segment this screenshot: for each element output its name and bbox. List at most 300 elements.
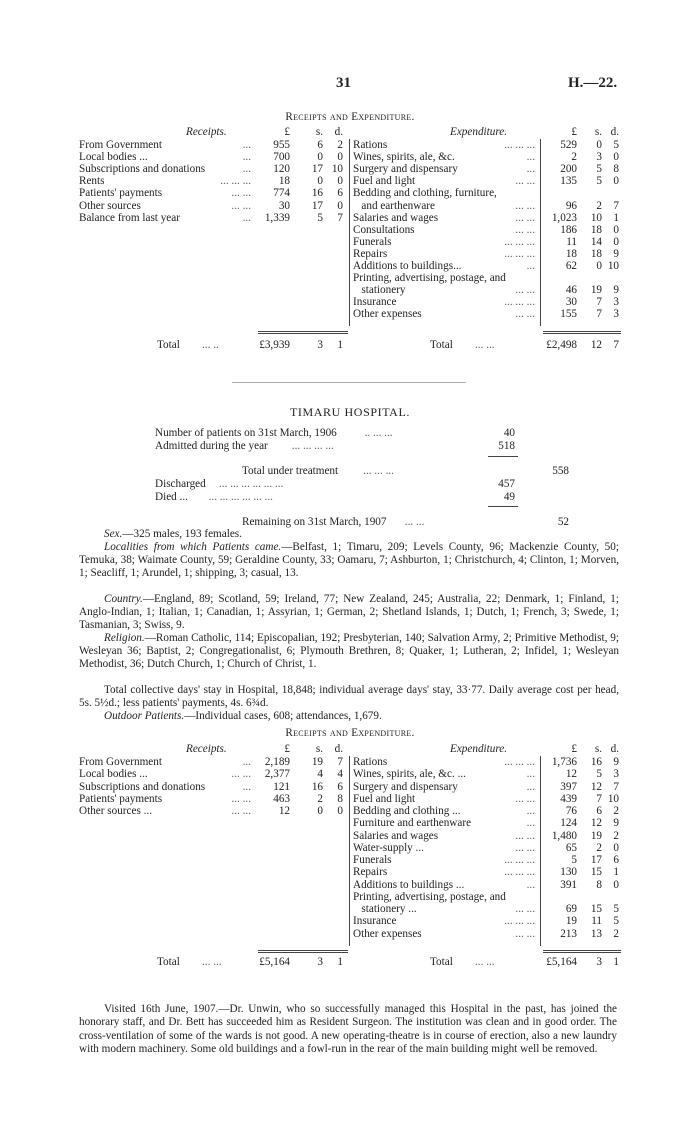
expenditure-label: Other expenses — [353, 927, 422, 940]
expenditure-d: 0 — [613, 223, 619, 236]
expenditure-pounds: 12 — [565, 768, 577, 781]
dot-leader: ... — [526, 805, 535, 817]
expenditure-label: Salaries and wages — [353, 829, 439, 842]
expenditure-row — [353, 175, 535, 188]
expenditure-s: 12 — [590, 780, 602, 793]
expenditure-money-head: £ — [571, 743, 577, 755]
section2-title: Receipts and Expenditure. — [285, 727, 415, 739]
expenditure-label: Furniture and earthenware — [353, 817, 472, 830]
expenditure-s: 5 — [596, 175, 602, 188]
receipts-total-pounds: £3,939 — [259, 339, 290, 351]
expenditure-heading: Expenditure. — [450, 743, 508, 755]
expenditure-pounds: 1,480 — [551, 829, 577, 842]
expenditure-heading: Expenditure. — [450, 126, 508, 138]
total-rule — [543, 333, 621, 334]
expenditure-label: Rations — [353, 756, 388, 768]
expenditure-total-label: Total — [430, 339, 453, 351]
receipts-d: 7 — [337, 211, 343, 224]
expenditure-s: 12 — [590, 817, 602, 830]
receipts-heading: Receipts. — [186, 126, 227, 138]
dot-leader: ... ... — [475, 956, 495, 968]
dot-leader: ... — [526, 878, 535, 891]
dot-leader: ... ... — [515, 211, 535, 224]
expenditure-s: 13 — [590, 927, 602, 940]
expenditure-row — [353, 891, 535, 904]
expenditure-label: Repairs — [353, 247, 388, 260]
dot-leader: ... ... ... ... ... ... — [219, 478, 284, 490]
receipts-total-s: 3 — [317, 956, 323, 968]
column-rule — [349, 139, 350, 326]
expenditure-d: 9 — [613, 817, 619, 830]
expenditure-row — [353, 830, 535, 843]
dot-leader: ... ... ... — [504, 866, 535, 879]
expenditure-label: Repairs — [353, 866, 388, 879]
expenditure-s: 16 — [590, 756, 602, 768]
receipts-d: 0 — [337, 175, 343, 188]
receipts-row — [79, 200, 251, 213]
receipts-s: 0 — [317, 175, 323, 188]
admitted-value: 518 — [498, 440, 515, 452]
dot-leader: ... ... — [515, 175, 535, 188]
expenditure-s: 0 — [596, 260, 602, 272]
receipts-pounds: 2,377 — [264, 768, 290, 781]
expenditure-d: 6 — [613, 854, 619, 866]
expenditure-d: 10 — [607, 792, 619, 805]
total-under-treatment-label: Total under treatment — [242, 465, 339, 477]
expenditure-label: Bedding and clothing, furniture, — [353, 187, 497, 200]
dot-leader: ... ... — [231, 199, 251, 212]
patients-1906-value: 40 — [503, 427, 515, 439]
receipts-pounds: 12 — [278, 805, 290, 817]
dot-leader: ... — [526, 817, 535, 830]
expenditure-d: 8 — [613, 163, 619, 176]
expenditure-d: 0 — [613, 878, 619, 891]
expenditure-pounds: 11 — [566, 235, 577, 248]
expenditure-d: 9 — [613, 756, 619, 768]
expenditure-pounds: 2 — [571, 151, 577, 164]
expenditure-total-s: 3 — [596, 956, 602, 968]
expenditure-pounds: 18 — [565, 247, 577, 260]
receipts-money-head: £ — [284, 743, 290, 755]
receipts-total-d: 1 — [337, 339, 343, 351]
expenditure-s: 15 — [590, 903, 602, 915]
receipts-s: 5 — [317, 211, 323, 224]
receipts-label: Local bodies ... — [79, 768, 148, 781]
localities-label: Localities from which Patients came. — [104, 541, 282, 553]
receipts-row — [79, 781, 251, 794]
total-rule — [258, 950, 348, 951]
expenditure-label: Funerals — [353, 235, 392, 248]
dot-leader: ... ... — [515, 829, 535, 842]
dot-leader: ... ... — [515, 927, 535, 940]
receipts-s: 17 — [311, 199, 323, 212]
expenditure-money-head: s. — [594, 743, 602, 755]
dot-leader: ... .. — [202, 339, 219, 351]
expenditure-pounds: 1,736 — [551, 756, 577, 768]
document-reference: H.—22. — [568, 75, 618, 91]
expenditure-row — [353, 842, 535, 855]
expenditure-d: 1 — [613, 211, 619, 224]
expenditure-label: Insurance — [353, 296, 397, 309]
subtotal-rule — [488, 506, 518, 507]
section1-title: Receipts and Expenditure. — [285, 111, 415, 123]
dot-leader: ... ... ... — [504, 854, 535, 866]
expenditure-s: 5 — [596, 163, 602, 176]
expenditure-s: 3 — [596, 151, 602, 164]
expenditure-pounds: 46 — [565, 284, 577, 297]
receipts-pounds: 700 — [273, 151, 290, 164]
receipts-total-pounds: £5,164 — [259, 956, 290, 968]
expenditure-label: Salaries and wages — [353, 211, 439, 224]
expenditure-label: Bedding and clothing ... — [353, 805, 461, 817]
expenditure-label: Funerals — [353, 854, 392, 866]
receipts-row — [79, 756, 251, 769]
receipts-row — [79, 212, 251, 225]
receipts-row — [79, 175, 251, 188]
expenditure-label: Wines, spirits, ale, &c. — [353, 151, 455, 164]
expenditure-d: 5 — [613, 903, 619, 915]
dot-leader: ... — [242, 151, 251, 164]
receipts-d: 2 — [337, 139, 343, 151]
receipts-heading: Receipts. — [186, 743, 227, 755]
expenditure-label: and earthenware — [353, 199, 435, 212]
column-rule — [540, 756, 541, 946]
receipts-label: Subscriptions and donations — [79, 780, 206, 793]
expenditure-d: 2 — [613, 829, 619, 842]
expenditure-s: 18 — [590, 223, 602, 236]
receipts-pounds: 463 — [273, 792, 290, 805]
expenditure-pounds: 186 — [560, 223, 577, 236]
expenditure-pounds: 135 — [560, 175, 577, 188]
dot-leader: ... ... — [475, 339, 495, 351]
receipts-s: 19 — [311, 756, 323, 768]
expenditure-row — [353, 308, 535, 321]
receipts-label: Local bodies ... — [79, 151, 148, 164]
receipts-pounds: 120 — [273, 163, 290, 176]
receipts-s: 6 — [317, 139, 323, 151]
expenditure-label: Surgery and dispensary — [353, 163, 458, 176]
receipts-total-d: 1 — [337, 956, 343, 968]
receipts-pounds: 18 — [278, 175, 290, 188]
dot-leader: ... ... ... — [504, 139, 535, 151]
expenditure-row — [353, 212, 535, 225]
religion-paragraph — [79, 632, 619, 671]
expenditure-pounds: 397 — [560, 780, 577, 793]
expenditure-d: 10 — [607, 260, 619, 272]
expenditure-row — [353, 903, 535, 916]
expenditure-s: 19 — [590, 284, 602, 297]
expenditure-label: Additions to buildings... — [353, 260, 462, 272]
outdoor-paragraph — [79, 710, 619, 723]
total-rule — [543, 952, 621, 953]
expenditure-money-head: s. — [594, 126, 602, 138]
visit-text: Visited 16th June, 1907.—Dr. Unwin, who so successfully managed this Hospital in the past, has joined the honorary staff, and Dr. Bett has succeeded him as Resident Surgeon. The institution was clean and in good order. The cross-ventilation of some of the wards is not good. A new operating-theatre is in course of erection, also a new laundry with modern machinery. Some old buildings and a fowl-run in the rear of the main building might well be removed. — [79, 1003, 617, 1056]
section-divider — [232, 382, 466, 383]
expenditure-s: 14 — [590, 235, 602, 248]
receipts-money-head: s. — [315, 743, 323, 755]
dot-leader: ... — [526, 768, 535, 781]
expenditure-label: Additions to buildings ... — [353, 878, 465, 891]
expenditure-pounds: 1,023 — [551, 211, 577, 224]
receipts-s: 16 — [311, 780, 323, 793]
dot-leader: ... ... — [515, 223, 535, 236]
expenditure-d: 7 — [613, 780, 619, 793]
dot-leader: ... ... ... ... — [291, 440, 334, 452]
receipts-label: Other sources — [79, 199, 141, 212]
subtotal-rule — [488, 456, 518, 457]
receipts-row — [79, 163, 251, 176]
expenditure-label: Other expenses — [353, 308, 422, 321]
dot-leader: ... ... ... — [504, 756, 535, 768]
expenditure-total-d: 7 — [613, 339, 619, 351]
expenditure-s: 7 — [596, 308, 602, 321]
expenditure-label: Fuel and light — [353, 175, 416, 188]
total-rule — [258, 331, 348, 332]
expenditure-row — [353, 272, 535, 285]
expenditure-d: 3 — [613, 768, 619, 781]
expenditure-pounds: 76 — [565, 805, 577, 817]
expenditure-s: 6 — [596, 805, 602, 817]
receipts-d: 10 — [331, 163, 343, 176]
receipts-d: 7 — [337, 756, 343, 768]
outdoor-text: —Individual cases, 608; attendances, 1,679. — [184, 710, 382, 722]
receipts-d: 4 — [337, 768, 343, 781]
expenditure-row — [353, 768, 535, 781]
expenditure-s: 2 — [596, 199, 602, 212]
receipts-s: 16 — [311, 187, 323, 200]
expenditure-pounds: 391 — [560, 878, 577, 891]
receipts-label: Patients' payments — [79, 187, 163, 200]
patients-1906-label: Number of patients on 31st March, 1906 — [155, 427, 337, 439]
expenditure-pounds: 200 — [560, 163, 577, 176]
expenditure-row — [353, 236, 535, 249]
expenditure-d: 5 — [613, 915, 619, 928]
dot-leader: ... ... — [515, 903, 535, 915]
expenditure-row — [353, 284, 535, 297]
expenditure-row — [353, 224, 535, 237]
expenditure-total-pounds: £2,498 — [546, 339, 577, 351]
dot-leader: ... ... — [231, 792, 251, 805]
receipts-total-label: Total — [157, 339, 180, 351]
column-rule — [349, 756, 350, 946]
expenditure-money-head: d. — [610, 743, 619, 755]
receipts-s: 2 — [317, 792, 323, 805]
localities-text: —Belfast, 1; Timaru, 209; Levels County, 96; Mackenzie County, 50; Temuka, 38; Waimate County, 59; Geraldine County, 33; Oamaru, 7; Ashburton, 1; Christchurch, 4; Clinton, 1; Morven, 1; Seacliff, 1; Arundel, 1; shipping, 3; casual, 13. — [79, 541, 619, 579]
expenditure-row — [353, 915, 535, 928]
expenditure-row — [353, 805, 535, 818]
dot-leader: ... ... — [515, 841, 535, 854]
receipts-row — [79, 151, 251, 164]
receipts-label: Rents — [79, 175, 105, 188]
died-label: Died ... — [155, 491, 188, 503]
sex-paragraph — [79, 528, 619, 541]
expenditure-label: stationery ... — [353, 903, 417, 915]
column-rule — [540, 139, 541, 326]
dot-leader: ... — [242, 780, 251, 793]
stay-paragraph — [79, 684, 619, 710]
receipts-total-label: Total — [157, 956, 180, 968]
receipts-d: 0 — [337, 805, 343, 817]
dot-leader: ... ... — [515, 199, 535, 212]
expenditure-label: Insurance — [353, 915, 397, 928]
expenditure-row — [353, 200, 535, 213]
expenditure-label: Rations — [353, 139, 388, 151]
died-value: 49 — [503, 491, 515, 503]
outdoor-label: Outdoor Patients. — [104, 710, 185, 722]
dot-leader: ... — [242, 139, 251, 151]
expenditure-d: 2 — [613, 927, 619, 940]
dot-leader: ... ... — [515, 308, 535, 321]
dot-leader: ... — [242, 756, 251, 768]
receipts-money-head: d. — [334, 743, 343, 755]
religion-text: —Roman Catholic, 114; Episcopalian, 192; Presbyterian, 140; Salvation Army, 2; Primitive Methodist, 9; Wesleyan 36; Baptist, 2; Congregationalist, 6; Plymouth Brethren, 8; Quaker, 1; Lutheran, 2; Infidel, 1; Wesleyan Methodist, 36; Dutch Church, 1; Church of Christ, 1. — [79, 632, 619, 670]
expenditure-d: 3 — [613, 308, 619, 321]
expenditure-pounds: 213 — [560, 927, 577, 940]
receipts-pounds: 774 — [273, 187, 290, 200]
receipts-label: Balance from last year — [79, 211, 180, 224]
receipts-row — [79, 768, 251, 781]
expenditure-row — [353, 817, 535, 830]
dot-leader: ... — [526, 163, 535, 176]
dot-leader: ... ... — [202, 956, 222, 968]
receipts-money-head: £ — [284, 126, 290, 138]
expenditure-d: 5 — [613, 139, 619, 151]
expenditure-s: 15 — [590, 866, 602, 879]
receipts-label: Subscriptions and donations — [79, 163, 206, 176]
total-rule — [258, 333, 348, 334]
expenditure-d: 9 — [613, 284, 619, 297]
expenditure-label: Wines, spirits, ale, &c. ... — [353, 768, 466, 781]
expenditure-pounds: 439 — [560, 792, 577, 805]
page-number: 31 — [336, 75, 351, 91]
receipts-row — [79, 139, 251, 152]
expenditure-row — [353, 756, 535, 769]
receipts-label: Patients' payments — [79, 792, 163, 805]
expenditure-s: 18 — [590, 247, 602, 260]
stay-text: Total collective days' stay in Hospital, 18,848; individual average days' stay, 33·77. Daily average cost per head, 5s. 5½d.; less patients' payments, 4s. 6¾d. — [79, 684, 619, 709]
expenditure-s: 11 — [591, 915, 602, 928]
receipts-pounds: 955 — [273, 139, 290, 151]
expenditure-row — [353, 163, 535, 176]
dot-leader: ... ... ... — [504, 235, 535, 248]
remaining-label: Remaining on 31st March, 1907 — [242, 516, 387, 528]
expenditure-pounds: 19 — [565, 915, 577, 928]
dot-leader: ... ... — [515, 284, 535, 297]
expenditure-d: 0 — [613, 841, 619, 854]
receipts-d: 6 — [337, 780, 343, 793]
receipts-s: 0 — [317, 151, 323, 164]
expenditure-d: 0 — [613, 175, 619, 188]
admitted-label: Admitted during the year — [155, 440, 268, 452]
expenditure-s: 0 — [596, 139, 602, 151]
dot-leader: ... — [242, 163, 251, 176]
expenditure-pounds: 69 — [565, 903, 577, 915]
receipts-d: 0 — [337, 151, 343, 164]
expenditure-total-pounds: £5,164 — [546, 956, 577, 968]
expenditure-d: 0 — [613, 235, 619, 248]
expenditure-label: Surgery and dispensary — [353, 780, 458, 793]
expenditure-row — [353, 151, 535, 164]
expenditure-total-label: Total — [430, 956, 453, 968]
expenditure-row — [353, 139, 535, 152]
receipts-row — [79, 805, 251, 818]
receipts-d: 0 — [337, 199, 343, 212]
country-text: —England, 89; Scotland, 59; Ireland, 77; New Zealand, 245; Australia, 22; Denmark, 1; Finland, 1; Anglo-Indian, 1; Italian, 1; Canadian, 1; Assyrian, 1; German, 2; Shetland Islands, 1; Dutch, 1; French, 3; Swede, 1; Tasmanian, 3; Swiss, 9. — [79, 593, 619, 631]
receipts-s: 17 — [311, 163, 323, 176]
hospital-title: TIMARU HOSPITAL. — [290, 405, 410, 419]
expenditure-pounds: 529 — [560, 139, 577, 151]
total-rule — [543, 331, 621, 332]
receipts-d: 6 — [337, 187, 343, 200]
sex-text: —325 males, 193 females. — [122, 528, 242, 540]
dot-leader: ... ... — [231, 805, 251, 817]
expenditure-s: 10 — [590, 211, 602, 224]
expenditure-d: 1 — [613, 866, 619, 879]
expenditure-row — [353, 879, 535, 892]
expenditure-d: 0 — [613, 151, 619, 164]
dot-leader: ... ... — [515, 792, 535, 805]
receipts-pounds: 1,339 — [264, 211, 290, 224]
receipts-pounds: 121 — [273, 780, 290, 793]
country-label: Country. — [104, 593, 143, 605]
dot-leader: ... ... ... ... ... ... — [208, 491, 273, 503]
dot-leader: ... ... ... — [363, 465, 394, 477]
expenditure-money-head: £ — [571, 126, 577, 138]
expenditure-money-head: d. — [610, 126, 619, 138]
dot-leader: ... ... ... — [504, 296, 535, 309]
expenditure-row — [353, 187, 535, 200]
receipts-pounds: 2,189 — [264, 756, 290, 768]
total-under-treatment-value: 558 — [552, 465, 569, 477]
receipts-label: From Government — [79, 139, 162, 151]
expenditure-label: Water-supply ... — [353, 841, 424, 854]
expenditure-pounds: 96 — [565, 199, 577, 212]
expenditure-d: 2 — [613, 805, 619, 817]
dot-leader: ... ... — [231, 187, 251, 200]
expenditure-row — [353, 260, 535, 273]
expenditure-row — [353, 854, 535, 867]
receipts-money-head: s. — [315, 126, 323, 138]
total-rule — [543, 950, 621, 951]
dot-leader: ... ... — [231, 768, 251, 781]
expenditure-pounds: 124 — [560, 817, 577, 830]
dot-leader: ... — [526, 260, 535, 272]
localities-paragraph — [79, 541, 619, 580]
country-paragraph — [79, 593, 619, 632]
dot-leader: ... ... ... — [504, 247, 535, 260]
sex-label: Sex. — [104, 528, 123, 540]
expenditure-total-d: 1 — [613, 956, 619, 968]
dot-leader: ... — [526, 780, 535, 793]
expenditure-s: 17 — [590, 854, 602, 866]
receipts-s: 0 — [317, 805, 323, 817]
expenditure-pounds: 5 — [571, 854, 577, 866]
remaining-value: 52 — [557, 516, 569, 528]
receipts-s: 4 — [317, 768, 323, 781]
total-rule — [258, 952, 348, 953]
expenditure-pounds: 130 — [560, 866, 577, 879]
discharged-value: 457 — [498, 478, 515, 490]
expenditure-s: 8 — [596, 878, 602, 891]
dot-leader: ... ... ... — [220, 175, 251, 188]
expenditure-label: stationery — [353, 284, 406, 297]
expenditure-pounds: 155 — [560, 308, 577, 321]
expenditure-d: 7 — [613, 199, 619, 212]
expenditure-s: 7 — [596, 296, 602, 309]
expenditure-label: Printing, advertising, postage, and — [353, 272, 506, 285]
receipts-row — [79, 793, 251, 806]
receipts-row — [79, 187, 251, 200]
